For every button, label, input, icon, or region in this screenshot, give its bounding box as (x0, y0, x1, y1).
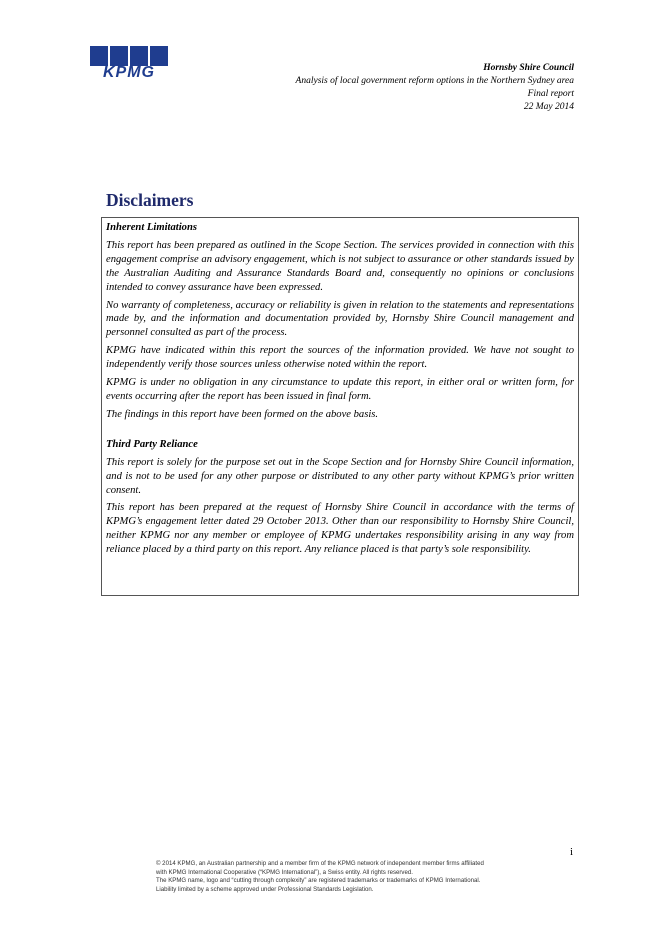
header-title: Analysis of local government reform options in the Northern Sydney area (295, 76, 574, 86)
paragraph: This report is solely for the purpose set out in the Scope Section and for Hornsby Shire Council information, and is not to be used for any other purpose or distributed to any other party without KPMG’s prior written consent. (106, 456, 574, 496)
paragraph: This report has been prepared as outlined in the Scope Section. The services provided in connection with this engagement comprise an advisory engagement, which is not subject to assurance or other standards issued by the Australian Auditing and Assurance Standards Board and, consequently no opinions or conclusions intended to convey assurance have been expressed. (106, 239, 574, 293)
page-title: Disclaimers (106, 190, 194, 210)
header-client: Hornsby Shire Council (483, 63, 574, 73)
paragraph: This report has been prepared at the request of Hornsby Shire Council in accordance with the terms of KPMG’s engagement letter dated 29 October 2013. Other than our responsibility to Hornsby Shire Council, neither KPMG nor any member or employee of KPMG undertakes responsibility arising in any way from reliance placed by a third party on this report. Any reliance placed is that party’s sole responsibility. (106, 502, 574, 556)
legal-footer (156, 860, 526, 894)
section-title: Third Party Reliance (106, 438, 198, 450)
footer-line: © 2014 KPMG, an Australian partnership and a member firm of the KPMG network of independent member firms affiliated (156, 860, 484, 867)
section-inherent-limitations (106, 221, 574, 422)
paragraph: KPMG is under no obligation in any circumstance to update this report, in either oral or written form, for events occurring after the report has been issued in final form. (106, 377, 574, 402)
paragraph: The findings in this report have been formed on the above basis. (106, 408, 379, 420)
disclaimer-box (101, 217, 579, 596)
footer-line: The KPMG name, logo and “cutting through complexity” are registered trademarks or trademarks of KPMG International. (156, 877, 481, 885)
paragraph: KPMG have indicated within this report the sources of the information provided. We have not sought to independently verify those sources unless otherwise noted within the report. (106, 345, 574, 371)
paragraph: No warranty of completeness, accuracy or reliability is given in relation to the statements and representations made by, and the information and documentation provided by, Hornsby Shire Council management and personnel consulted as part of the process. (106, 299, 574, 339)
section-third-party-reliance (106, 438, 574, 557)
header-date: 22 May 2014 (523, 102, 574, 112)
header-status: Final report (527, 89, 574, 99)
page-number: i (570, 846, 574, 858)
section-title: Inherent Limitations (106, 222, 197, 233)
footer-line: Liability limited by a scheme approved under Professional Standards Legislation. (156, 885, 374, 893)
svg-text:KPMG: KPMG (103, 64, 155, 78)
document-header (296, 62, 574, 114)
footer-line: with KPMG International Cooperative (“KPMG International”), a Swiss entity. All rights reserved. (156, 868, 413, 876)
kpmg-logo (88, 46, 170, 78)
